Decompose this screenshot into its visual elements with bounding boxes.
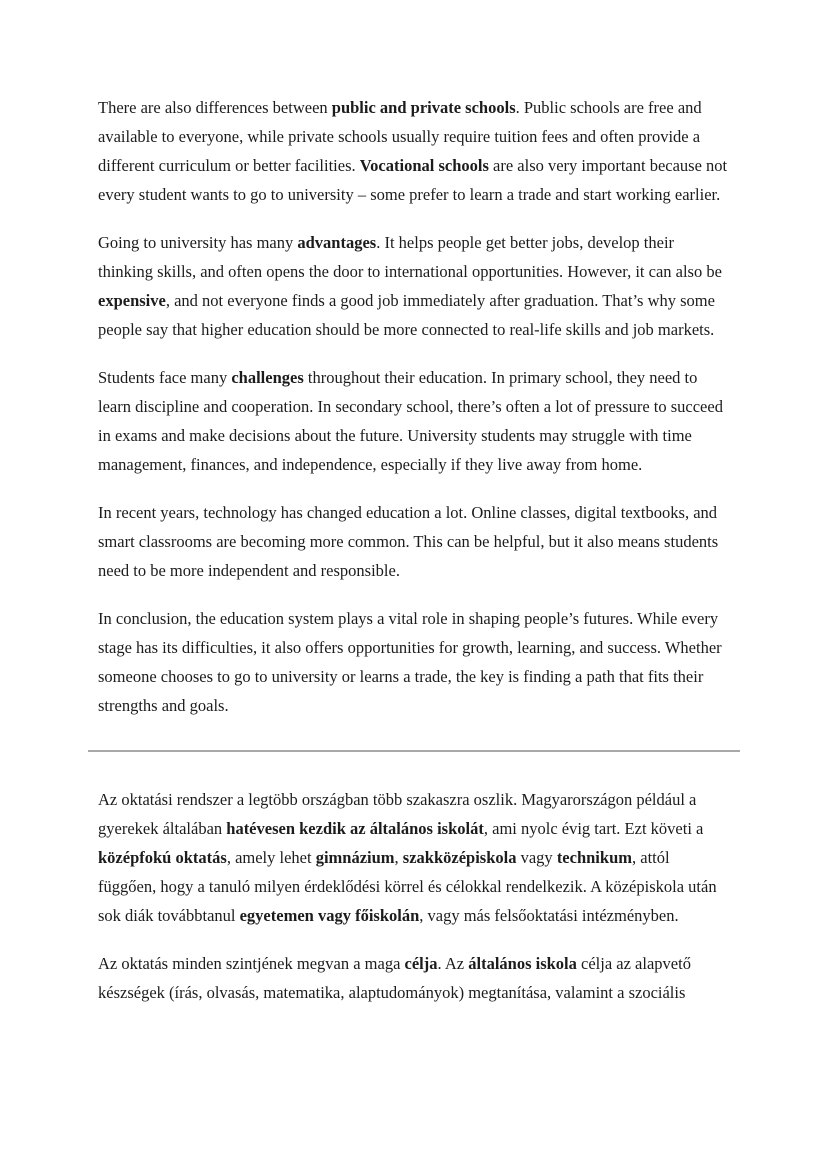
essay-paragraph-hu-1: Az oktatási rendszer a legtöbb országban több szakaszra oszlik. Magyarországon például a gyerekek általában hatévesen kezdik az általános iskolát, ami nyolc évig tart. Ezt követi a középfokú oktatás, amely lehet gimnázium, szakközépiskola vagy technikum, attól függően, hogy a tanuló milyen érdeklődési körrel és célokkal rendelkezik. A középiskola után sok diák továbbtanul egyetemen vagy főiskolán, vagy más felsőoktatási intézményben. xyxy=(98,790,717,925)
essay-paragraph-hu-2: Az oktatás minden szintjének megvan a maga célja. Az általános iskola célja az alapvető készségek (írás, olvasás, matematika, alaptudományok) megtanítása, valamint a szociális xyxy=(98,954,691,1002)
section-divider xyxy=(88,750,740,752)
essay-paragraph-en-3: Students face many challenges throughout their education. In primary school, they need to learn discipline and cooperation. In secondary school, there’s often a lot of pressure to succeed in exams and make decisions about the future. University students may struggle with time management, finances, and independence, especially if they live away from home. xyxy=(98,368,723,474)
essay-paragraph-en-5: In conclusion, the education system plays a vital role in shaping people’s futures. While every stage has its difficulties, it also offers opportunities for growth, learning, and success. Whether someone chooses to go to university or learns a trade, the key is finding a path that fits their strengths and goals. xyxy=(98,609,722,715)
essay-paragraph-en-4: In recent years, technology has changed education a lot. Online classes, digital textbooks, and smart classrooms are becoming more common. This can be helpful, but it also means students need to be more independent and responsible. xyxy=(98,503,719,580)
essay-paragraph-en-1: There are also differences between public and private schools. Public schools are free and available to everyone, while private schools usually require tuition fees and often provide a different curriculum or better facilities. Vocational schools are also very important because not every student wants to go to university – some prefer to learn a trade and start working earlier. xyxy=(98,98,728,204)
essay-paragraph-en-2: Going to university has many advantages. It helps people get better jobs, develop their thinking skills, and often opens the door to international opportunities. However, it can also be expensive, and not everyone finds a good job immediately after graduation. That’s why some people say that higher education should be more connected to real-life skills and job markets. xyxy=(98,233,722,339)
